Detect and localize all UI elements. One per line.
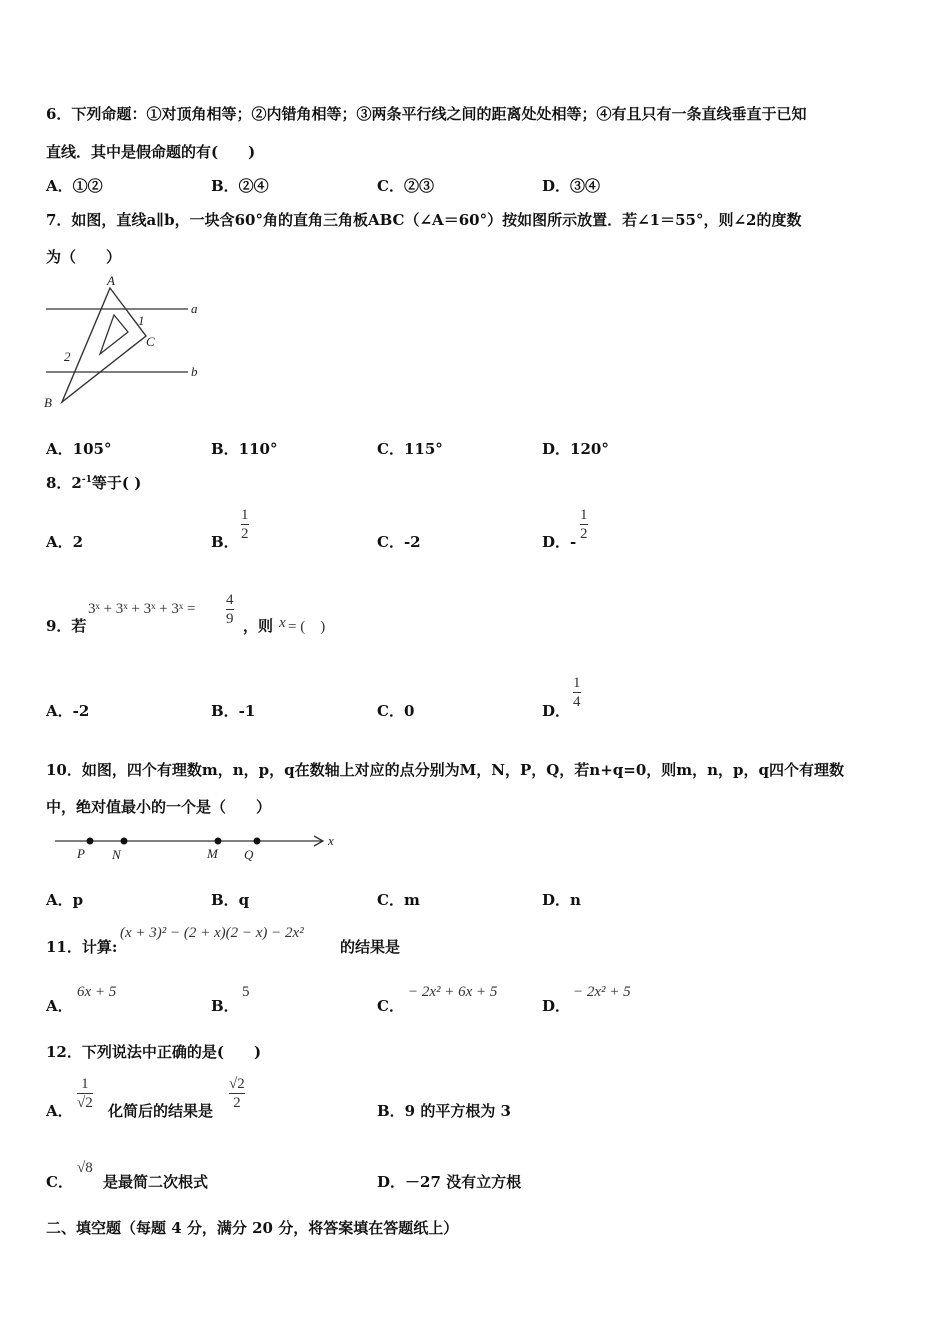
q7-stem-line2: 为（ ） <box>46 248 122 266</box>
q6-option-d[interactable]: D．③④ <box>542 177 601 195</box>
q6-stem-line2: 直线．其中是假命题的有( ) <box>46 143 256 161</box>
q12-option-c-root: √8 <box>77 1160 93 1176</box>
q9-prefix: 9．若 <box>46 617 87 635</box>
label-1: 1 <box>138 313 145 328</box>
q9-tail: = ( ) <box>288 619 326 635</box>
q12-option-d[interactable]: D．－27 没有立方根 <box>377 1173 522 1191</box>
q6-option-b[interactable]: B．②④ <box>211 177 269 195</box>
label-P: P <box>77 846 85 861</box>
q8-option-b[interactable]: B． <box>211 533 239 551</box>
q10-option-c[interactable]: C．m <box>377 891 420 909</box>
q11-option-a-expr: 6x + 5 <box>77 984 117 1000</box>
q11-prefix: 11．计算: <box>46 938 118 956</box>
q7-option-a[interactable]: A．105° <box>46 440 112 458</box>
q8-exponent: -1 <box>81 475 92 485</box>
q12-option-c-letter[interactable]: C． <box>46 1173 73 1191</box>
label-2: 2 <box>64 349 71 364</box>
q12-option-a-result: √2 2 <box>229 1076 245 1111</box>
q12-option-a-text: 化简后的结果是 <box>108 1102 214 1120</box>
q7-option-b[interactable]: B．110° <box>211 440 278 458</box>
q11-option-d-letter[interactable]: D． <box>542 997 571 1015</box>
q11-expression: (x + 3)² − (2 + x)(2 − x) − 2x² <box>120 925 304 941</box>
point-N <box>121 838 128 845</box>
q9-variable: x <box>279 615 286 631</box>
q9-suffix: ，则 <box>243 617 274 635</box>
q12-option-a-fraction: 1 √2 <box>77 1076 93 1111</box>
label-x: x <box>328 833 334 848</box>
label-A: A <box>107 273 115 288</box>
q6-stem-line1: 6．下列命题：①对顶角相等；②内错角相等；③两条平行线之间的距离处处相等；④有且只有一条直线垂直于已知 <box>46 105 807 123</box>
q11-option-a-letter[interactable]: A． <box>46 997 73 1015</box>
q11-option-b-letter[interactable]: B． <box>211 997 239 1015</box>
label-C: C <box>146 334 155 349</box>
q9-option-b[interactable]: B．-1 <box>211 702 256 720</box>
q10-number-line <box>50 830 350 870</box>
q9-option-d-fraction: 1 4 <box>573 675 581 710</box>
q6-option-c[interactable]: C．②③ <box>377 177 434 195</box>
q12-option-b[interactable]: B．9 的平方根为 3 <box>377 1102 511 1120</box>
q12-stem: 12．下列说法中正确的是( ) <box>46 1043 262 1061</box>
point-M <box>215 838 222 845</box>
q8-option-c[interactable]: C．-2 <box>377 533 421 551</box>
q9-expression: 3ˣ + 3ˣ + 3ˣ + 3ˣ = <box>88 601 196 617</box>
q9-option-c[interactable]: C．0 <box>377 702 415 720</box>
q9-fraction: 4 9 <box>226 592 234 627</box>
q9-option-d[interactable]: D． <box>542 702 571 720</box>
q10-option-b[interactable]: B．q <box>211 891 250 909</box>
q12-option-a-letter[interactable]: A． <box>46 1102 73 1120</box>
label-B: B <box>44 395 52 410</box>
q8-option-a[interactable]: A．2 <box>46 533 84 551</box>
q8-suffix: 等于( ) <box>91 474 142 492</box>
q11-option-c-expr: − 2x² + 6x + 5 <box>408 984 498 1000</box>
q8-option-b-fraction: 1 2 <box>241 507 249 542</box>
q10-stem-line1: 10．如图，四个有理数m，n，p，q在数轴上对应的点分别为M，N，P，Q，若n+q=0，则m，n，p，q四个有理数 <box>46 761 845 779</box>
triangle-outer <box>62 288 146 402</box>
q8-option-d-fraction: 1 2 <box>580 507 588 542</box>
q10-option-a[interactable]: A．p <box>46 891 84 909</box>
q12-option-c-text: 是最简二次根式 <box>103 1173 209 1191</box>
q10-stem-line2: 中，绝对值最小的一个是（ ） <box>46 798 272 816</box>
q11-option-d-expr: − 2x² + 5 <box>573 984 631 1000</box>
q7-triangle-figure <box>40 270 210 415</box>
label-N: N <box>112 847 121 862</box>
q10-option-d[interactable]: D．n <box>542 891 581 909</box>
label-b: b <box>191 364 198 379</box>
q11-option-b-expr: 5 <box>242 984 250 1000</box>
q11-option-c-letter[interactable]: C． <box>377 997 404 1015</box>
label-a: a <box>191 301 198 316</box>
point-Q <box>254 838 261 845</box>
q8-option-d[interactable]: D．- <box>542 533 577 551</box>
label-Q: Q <box>244 847 254 862</box>
q7-option-c[interactable]: C．115° <box>377 440 443 458</box>
q8-stem <box>46 472 141 493</box>
q11-suffix: 的结果是 <box>340 938 401 956</box>
q8-prefix: 8．2 <box>46 474 82 492</box>
q7-stem-line1: 7．如图，直线a∥b，一块含60°角的直角三角板ABC（∠A＝60°）按如图所示放置．若∠1＝55°，则∠2的度数 <box>46 211 802 229</box>
section-title: 二、填空题（每题 4 分，满分 20 分，将答案填在答题纸上） <box>46 1219 459 1237</box>
triangle-inner <box>100 315 128 354</box>
q9-option-a[interactable]: A．-2 <box>46 702 90 720</box>
q6-option-a[interactable]: A．①② <box>46 177 103 195</box>
point-P <box>87 838 94 845</box>
q7-option-d[interactable]: D．120° <box>542 440 609 458</box>
label-M: M <box>207 846 218 861</box>
